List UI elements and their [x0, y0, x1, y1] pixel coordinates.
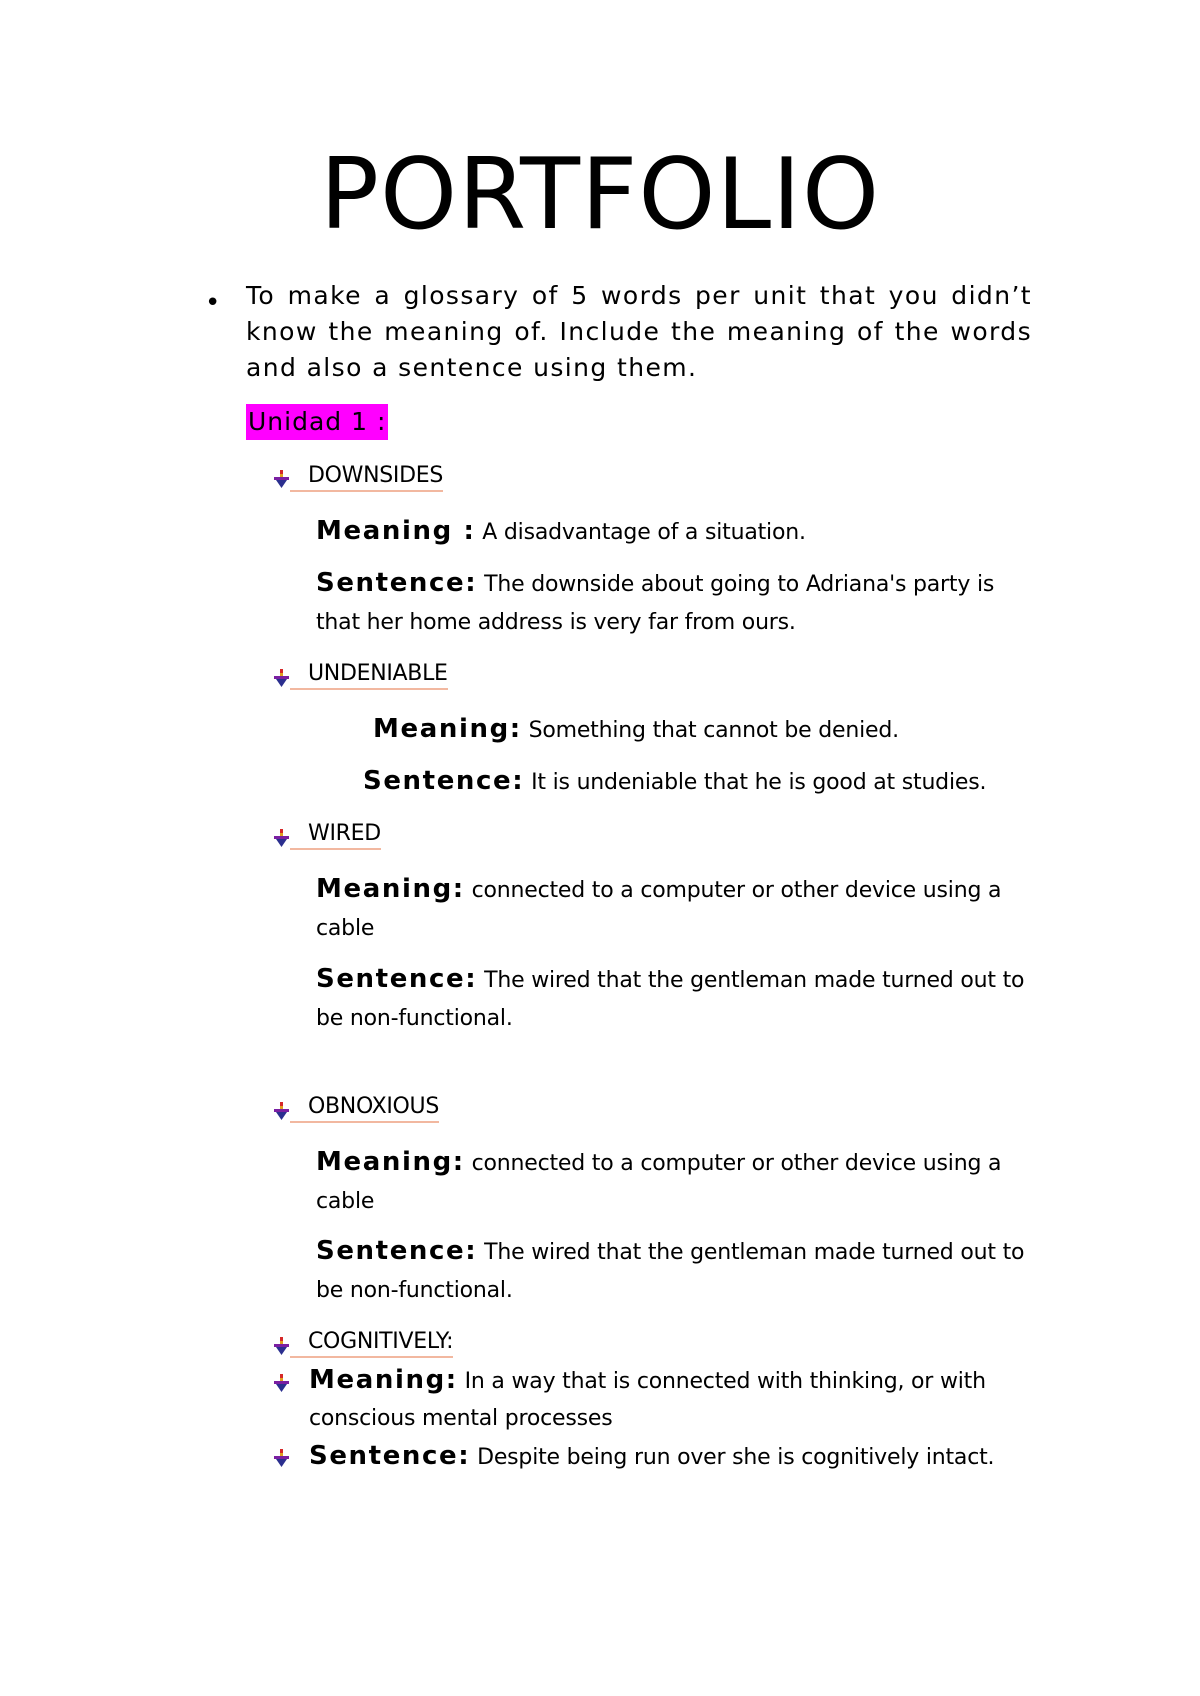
- arrow-bullet-icon: [272, 827, 292, 849]
- meaning-text: A disadvantage of a situation.: [482, 520, 806, 545]
- arrow-bullet-icon: [272, 667, 292, 689]
- term-undeniable: UNDENIABLE: [290, 660, 448, 690]
- meaning-text: In a way that is connected with thinking, or with conscious mental processes: [309, 1369, 986, 1431]
- sentence-label: Sentence:: [316, 568, 478, 598]
- sentence-label: Sentence:: [316, 1236, 478, 1266]
- meaning-wired: [316, 870, 1036, 948]
- meaning-label: Meaning :: [316, 516, 476, 546]
- sentence-obnoxious: [316, 1232, 1036, 1310]
- sentence-undeniable: [363, 762, 1053, 802]
- term-cognitively: COGNITIVELY:: [290, 1328, 453, 1358]
- sentence-text: The wired that the gentleman made turned out to be non-functional.: [316, 968, 1025, 1031]
- meaning-text: connected to a computer or other device using a cable: [316, 1151, 1002, 1214]
- intro-paragraph: To make a glossary of 5 words per unit that you didn’t know the meaning of. Include the meaning of the words and also a sentence using them.: [246, 281, 1032, 382]
- intro-bullet: •: [205, 288, 221, 318]
- meaning-text: Something that cannot be denied.: [528, 718, 899, 743]
- unit-heading: Unidad 1 :: [246, 404, 388, 440]
- page-title: PORTFOLIO: [319, 138, 881, 252]
- sentence-text: The downside about going to Adriana's party is that her home address is very far from ours.: [316, 572, 995, 635]
- meaning-label: Meaning:: [316, 1147, 465, 1177]
- sentence-text: It is undeniable that he is good at studies.: [531, 770, 987, 795]
- arrow-bullet-icon: [272, 1100, 292, 1122]
- sentence-cognitively: [309, 1437, 1029, 1477]
- meaning-undeniable: [373, 710, 1053, 750]
- term-wired: WIRED: [290, 820, 381, 850]
- sentence-label: Sentence:: [309, 1441, 471, 1471]
- arrow-bullet-icon: [272, 468, 292, 490]
- meaning-label: Meaning:: [309, 1365, 458, 1395]
- meaning-text: connected to a computer or other device using a cable: [316, 878, 1002, 941]
- sentence-label: Sentence:: [363, 766, 525, 796]
- meaning-obnoxious: [316, 1143, 1036, 1221]
- term-downsides: DOWNSIDES: [290, 462, 443, 492]
- meaning-cognitively: [309, 1362, 989, 1437]
- meaning-label: Meaning:: [316, 874, 465, 904]
- arrow-bullet-icon: [272, 1372, 292, 1394]
- arrow-bullet-icon: [272, 1447, 292, 1469]
- sentence-text: Despite being run over she is cognitively intact.: [477, 1445, 995, 1470]
- sentence-text: The wired that the gentleman made turned out to be non-functional.: [316, 1240, 1025, 1303]
- term-obnoxious: OBNOXIOUS: [290, 1093, 439, 1123]
- arrow-bullet-icon: [272, 1335, 292, 1357]
- sentence-downsides: [316, 564, 1036, 642]
- meaning-label: Meaning:: [373, 714, 522, 744]
- sentence-wired: [316, 960, 1036, 1038]
- sentence-label: Sentence:: [316, 964, 478, 994]
- meaning-downsides: [316, 512, 1036, 552]
